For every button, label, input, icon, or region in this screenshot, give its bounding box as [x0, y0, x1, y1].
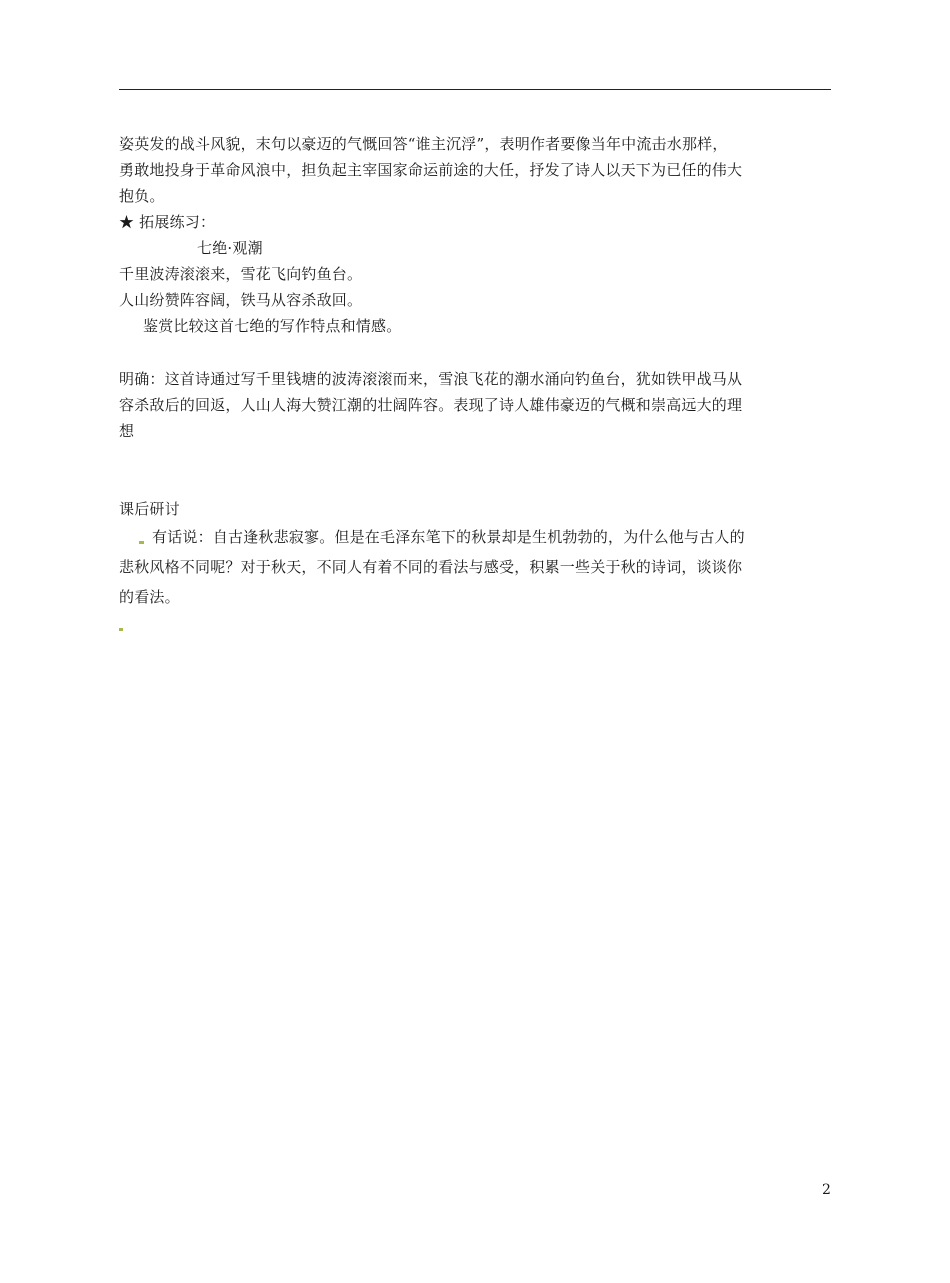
paragraph-line: 抱负。 — [119, 187, 165, 205]
paragraph-line: 姿英发的战斗风貌，末句以豪迈的气慨回答“谁主沉浮”，表明作者要像当年中流击水那样， — [119, 135, 728, 153]
after-class-section — [119, 496, 835, 522]
answer-paragraph — [119, 366, 835, 444]
after-class-paragraph — [119, 522, 835, 612]
answer-line: 容杀敌后的回返，人山人海大赞江潮的壮阔阵容。表现了诗人雄伟豪迈的气概和崇高远大的理 — [119, 396, 743, 414]
intro-paragraph — [119, 131, 835, 209]
bullet-marker-icon — [139, 541, 144, 544]
stray-marker-icon — [119, 628, 123, 631]
poem-line: 人山纷赞阵容阔，铁马从容杀敌回。 — [119, 291, 363, 309]
after-class-line: 悲秋风格不同呢？对于秋天，不同人有着不同的看法与感受，积累一些关于秋的诗词，谈谈你 — [119, 558, 743, 576]
page-number: 2 — [822, 1182, 831, 1198]
after-class-line — [119, 522, 835, 552]
answer-line: 想 — [119, 422, 135, 440]
poem-line: 千里波涛滚滚来，雪花飞向钓鱼台。 — [119, 265, 363, 283]
header-rule — [119, 89, 831, 90]
question-text: 鉴赏比较这首七绝的写作特点和情感。 — [143, 317, 402, 335]
extension-section — [119, 209, 835, 339]
after-class-heading: 课后研讨 — [119, 500, 180, 518]
after-class-line: 的看法。 — [119, 588, 180, 606]
after-class-line-text: 有话说：自古逢秋悲寂寥。但是在毛泽东笔下的秋景却是生机勃勃的，为什么他与古人的 — [152, 528, 745, 546]
answer-line: 明确：这首诗通过写千里钱塘的波涛滚滚而来，雪浪飞花的潮水涌向钓鱼台，犹如铁甲战马从 — [119, 370, 743, 388]
poem-title: 七绝·观潮 — [197, 239, 263, 257]
extension-heading: ★ 拓展练习： — [119, 213, 216, 231]
paragraph-line: 勇敢地投身于革命风浪中，担负起主宰国家命运前途的大任，抒发了诗人以天下为已任的伟大 — [119, 161, 743, 179]
